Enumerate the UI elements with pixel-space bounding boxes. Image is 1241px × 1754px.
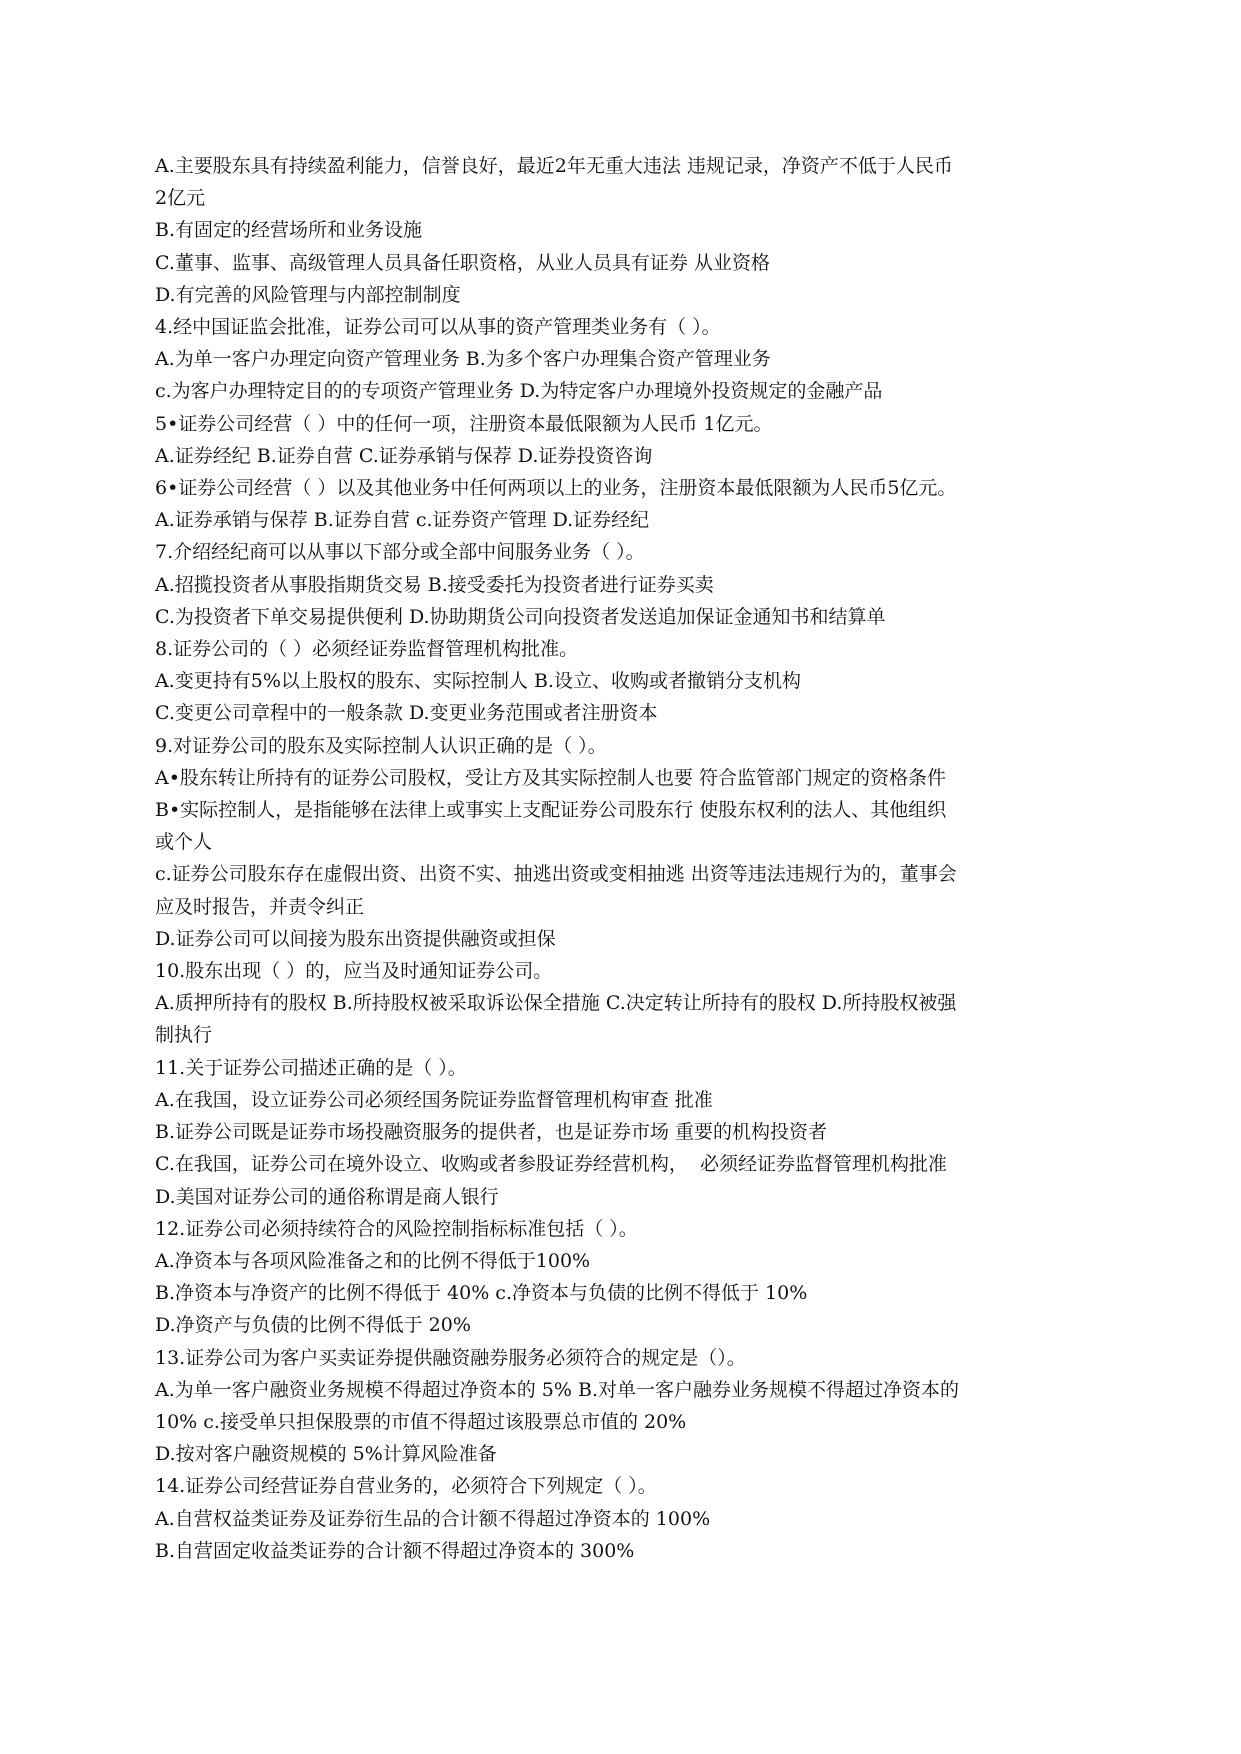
text-line: A.在我国，设立证券公司必须经国务院证券监督管理机构审查 批准	[155, 1088, 713, 1111]
text-line: D.美国对证券公司的通俗称谓是商人银行	[155, 1185, 499, 1208]
text-line: C.变更公司章程中的一般条款 D.变更业务范围或者注册资本	[155, 702, 658, 725]
text-line: A•股东转让所持有的证券公司股权，受让方及其实际控制人也要 符合监管部门规定的资格条件	[155, 766, 946, 789]
question-text: 6•证券公司经营（ ）以及其他业务中任何两项以上的业务，注册资本最低限额为人民币5亿元。	[155, 477, 957, 500]
text-line: 制执行	[155, 1024, 213, 1047]
text-line: A.主要股东具有持续盈利能力，信誉良好，最近2年无重大违法 违规记录，净资产不低于人民币	[155, 155, 953, 177]
question-text: 5•证券公司经营（ ）中的任何一项，注册资本最低限额为人民币 1亿元。	[155, 412, 773, 435]
question-text: 7.介绍经纪商可以从事以下部分或全部中间服务业务（ ）。	[155, 541, 645, 564]
text-line: C.董事、监事、高级管理人员具备任职资格，从业人员具有证券 从业资格	[155, 251, 770, 274]
question-text: 14.证券公司经营证券自营业务的，必须符合下列规定（ ）。	[155, 1475, 657, 1498]
text-line: B.净资本与净资产的比例不得低于 40% c.净资本与负债的比例不得低于 10%	[155, 1282, 808, 1305]
text-line: A.自营权益类证券及证券衍生品的合计额不得超过净资本的 100%	[155, 1507, 711, 1530]
text-line: B.证券公司既是证券市场投融资服务的提供者，也是证券市场 重要的机构投资者	[155, 1121, 828, 1144]
question-text: 8.证券公司的（ ）必须经证券监督管理机构批准。	[155, 638, 579, 661]
text-line: D.证券公司可以间接为股东出资提供融资或担保	[155, 927, 556, 950]
text-line: A.证券承销与保荐 B.证券自营 c.证券资产管理 D.证券经纪	[155, 509, 650, 532]
text-line: 2亿元	[155, 187, 206, 210]
document-page	[155, 150, 1090, 1567]
question-text: 4.经中国证监会批准，证券公司可以从事的资产管理类业务有（ ）。	[155, 316, 721, 339]
text-line: A.变更持有5%以上股权的股东、实际控制人 B.设立、收购或者撤销分支机构	[155, 670, 801, 693]
text-line: 10% c.接受单只担保股票的市值不得超过该股票总市值的 20%	[155, 1410, 687, 1433]
text-line: A.为单一客户办理定向资产管理业务 B.为多个客户办理集合资产管理业务	[155, 348, 771, 371]
text-line: A.为单一客户融资业务规模不得超过净资本的 5% B.对单一客户融券业务规模不得超过净资本的	[155, 1378, 959, 1401]
question-text: 10.股东出现（ ）的，应当及时通知证券公司。	[155, 960, 553, 983]
text-line: c.为客户办理特定目的的专项资产管理业务 D.为特定客户办理境外投资规定的金融产品	[155, 380, 883, 403]
text-line: A.证券经纪 B.证券自营 C.证券承销与保荐 D.证券投资咨询	[155, 444, 653, 467]
text-line: B.自营固定收益类证券的合计额不得超过净资本的 300%	[155, 1539, 635, 1562]
question-text: 12.证券公司必须持续符合的风险控制指标标准包括（ ）。	[155, 1217, 638, 1240]
text-line: A.质押所持有的股权 B.所持股权被采取诉讼保全措施 C.决定转让所持有的股权 D.所持股权被强	[155, 992, 957, 1015]
text-line: D.净资产与负债的比例不得低于 20%	[155, 1314, 471, 1337]
text-line: D.有完善的风险管理与内部控制制度	[155, 283, 461, 306]
text-line: c.证券公司股东存在虚假出资、出资不实、抽逃出资或变相抽逃 出资等违法违规行为的，董事会	[155, 863, 957, 886]
text-line: A.招揽投资者从事股指期货交易 B.接受委托为投资者进行证券买卖	[155, 573, 714, 596]
question-text: 9.对证券公司的股东及实际控制人认识正确的是（ ）。	[155, 734, 607, 757]
text-line: D.按对客户融资规模的 5%计算风险准备	[155, 1443, 497, 1466]
question-text: 11.关于证券公司描述正确的是（ ）。	[155, 1056, 467, 1079]
text-line: 或个人	[155, 831, 213, 854]
question-text: 13.证券公司为客户买卖证券提供融资融券服务必须符合的规定是（）。	[155, 1346, 746, 1369]
text-line: C.为投资者下单交易提供便利 D.协助期货公司向投资者发送追加保证金通知书和结算单	[155, 605, 886, 628]
text-line: 应及时报告，并责令纠正	[155, 895, 365, 918]
text-line: B•实际控制人，是指能够在法律上或事实上支配证券公司股东行 使股东权利的法人、其他组织	[155, 799, 947, 822]
text-line: A.净资本与各项风险准备之和的比例不得低于100%	[155, 1249, 591, 1272]
text-line: C.在我国，证券公司在境外设立、收购或者参股证券经营机构， 必须经证券监督管理机构批准	[155, 1153, 947, 1176]
text-line: B.有固定的经营场所和业务设施	[155, 219, 423, 242]
